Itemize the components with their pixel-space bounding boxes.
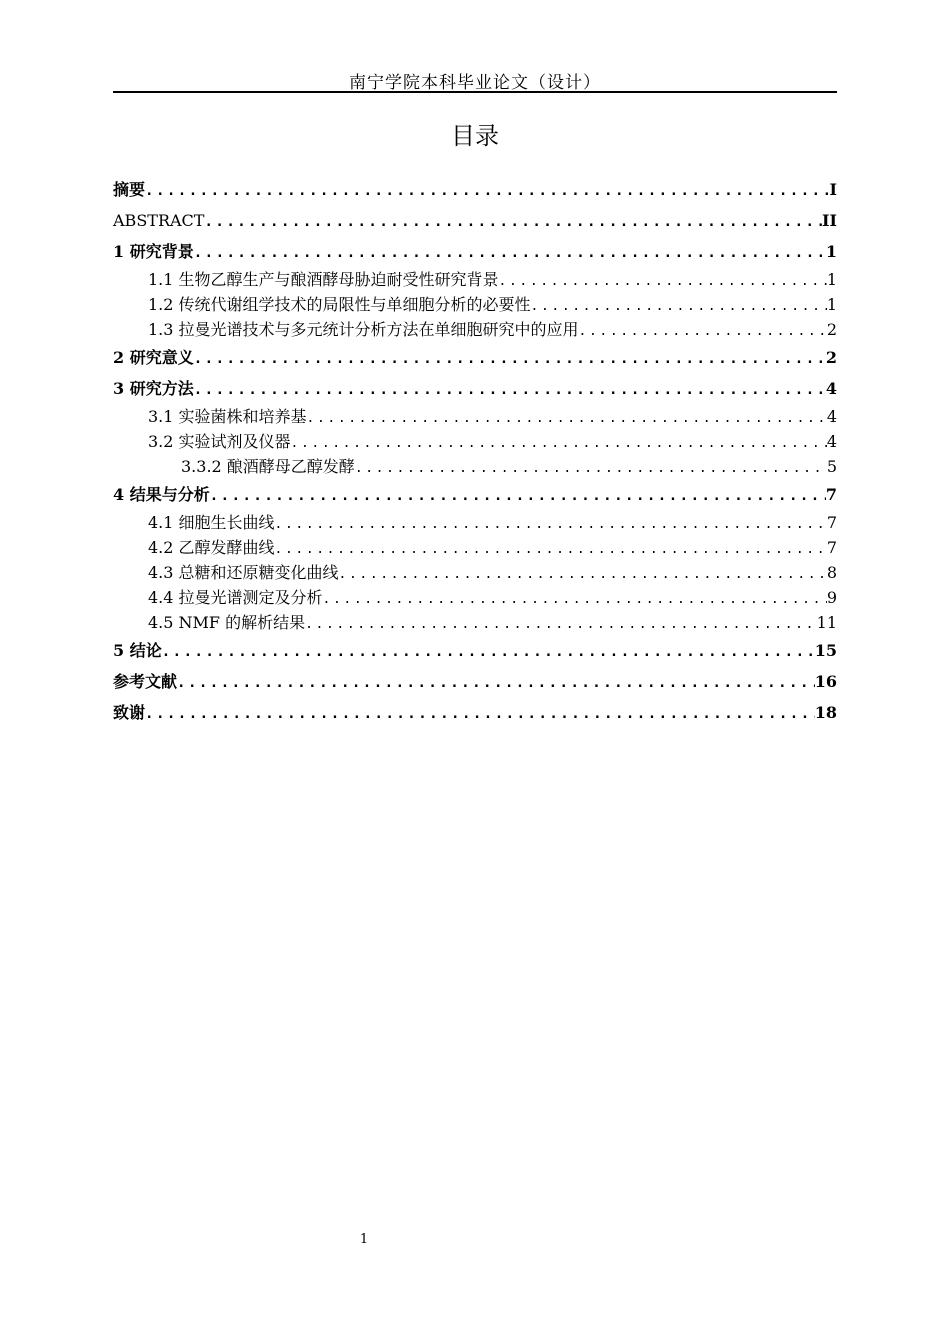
dot-leader	[210, 481, 826, 512]
toc-entry[interactable]	[113, 454, 837, 479]
dot-leader	[275, 537, 827, 562]
toc-entry-page: 2	[826, 320, 837, 339]
toc-entry-label: 1.1 生物乙醇生产与酿酒酵母胁迫耐受性研究背景	[148, 270, 499, 289]
toc-entry-label: 3.3.2 酿酒酵母乙醇发酵	[181, 457, 355, 476]
toc-entry-label: 3 研究方法	[113, 379, 194, 398]
toc-entry-label: 1.2 传统代谢组学技术的局限性与单细胞分析的必要性	[148, 295, 531, 314]
toc-entry-page: 7	[825, 485, 837, 504]
toc-entry-page: 1	[826, 270, 837, 289]
dot-leader	[145, 699, 815, 730]
table-of-contents	[113, 174, 837, 728]
toc-entry-page: II	[822, 211, 837, 230]
toc-entry[interactable]	[113, 404, 837, 429]
toc-entry-page: 4	[826, 432, 837, 451]
dot-leader	[177, 668, 815, 699]
toc-entry[interactable]	[113, 236, 837, 267]
toc-entry-page: 8	[826, 563, 837, 582]
dot-leader	[162, 637, 815, 668]
toc-entry-label: 1 研究背景	[113, 242, 194, 261]
toc-entry-label: 3.2 实验试剂及仪器	[148, 432, 291, 451]
dot-leader	[531, 294, 827, 319]
toc-entry[interactable]	[113, 292, 837, 317]
toc-entry-page: 18	[814, 703, 837, 722]
toc-entry-label: 4.2 乙醇发酵曲线	[148, 538, 275, 557]
toc-entry-label: 4.1 细胞生长曲线	[148, 513, 275, 532]
toc-entry[interactable]	[113, 510, 837, 535]
toc-entry-label: 参考文献	[113, 672, 178, 691]
toc-entry[interactable]	[113, 317, 837, 342]
dot-leader	[194, 238, 826, 269]
dot-leader	[355, 456, 827, 481]
toc-title: 目录	[451, 122, 499, 150]
toc-entry[interactable]	[113, 267, 837, 292]
toc-entry[interactable]	[113, 342, 837, 373]
toc-entry-page: 1	[825, 242, 837, 261]
toc-entry[interactable]	[113, 205, 837, 236]
toc-entry-page: 4	[826, 407, 837, 426]
dot-leader	[145, 176, 830, 207]
toc-entry-label: 致谢	[113, 703, 146, 722]
toc-entry-label: 4.5 NMF 的解析结果	[148, 613, 306, 632]
toc-entry-page: 7	[826, 538, 837, 557]
toc-entry[interactable]	[113, 535, 837, 560]
toc-entry[interactable]	[113, 429, 837, 454]
toc-entry[interactable]	[113, 560, 837, 585]
page-header: 南宁学院本科毕业论文（设计）	[349, 73, 601, 93]
toc-entry-label: 4 结果与分析	[113, 485, 210, 504]
dot-leader	[305, 612, 817, 637]
toc-entry-label: ABSTRACT	[113, 211, 205, 230]
toc-entry-label: 1.3 拉曼光谱技术与多元统计分析方法在单细胞研究中的应用	[148, 320, 579, 339]
dot-leader	[194, 344, 826, 375]
dot-leader	[275, 512, 827, 537]
toc-entry-page: 15	[814, 641, 837, 660]
dot-leader	[194, 375, 826, 406]
toc-entry[interactable]	[113, 585, 837, 610]
toc-entry[interactable]	[113, 610, 837, 635]
toc-entry-page: 11	[816, 613, 837, 632]
toc-entry-label: 4.3 总糖和还原糖变化曲线	[148, 563, 339, 582]
header-rule	[113, 91, 837, 93]
dot-leader	[323, 587, 827, 612]
toc-entry[interactable]	[113, 479, 837, 510]
toc-entry-page: 9	[826, 588, 837, 607]
toc-entry[interactable]	[113, 666, 837, 697]
toc-entry-page: I	[829, 180, 837, 199]
toc-entry[interactable]	[113, 697, 837, 728]
dot-leader	[291, 431, 827, 456]
dot-leader	[339, 562, 827, 587]
toc-entry-page: 5	[826, 457, 837, 476]
dot-leader	[499, 269, 827, 294]
toc-entry-page: 1	[826, 295, 837, 314]
page-footer	[0, 1232, 950, 1247]
toc-entry-page: 4	[825, 379, 837, 398]
toc-entry-page: 2	[825, 348, 837, 367]
toc-entry-label: 3.1 实验菌株和培养基	[148, 407, 307, 426]
toc-entry[interactable]	[113, 635, 837, 666]
toc-entry-label: 摘要	[113, 180, 146, 199]
page-number: 1	[359, 1232, 369, 1247]
dot-leader	[204, 207, 822, 238]
toc-entry-label: 5 结论	[113, 641, 162, 660]
toc-entry-label: 4.4 拉曼光谱测定及分析	[148, 588, 323, 607]
dot-leader	[579, 319, 827, 344]
toc-entry-label: 2 研究意义	[113, 348, 194, 367]
dot-leader	[307, 406, 827, 431]
toc-entry-page: 16	[814, 672, 837, 691]
toc-entry[interactable]	[113, 174, 837, 205]
toc-entry-page: 7	[826, 513, 837, 532]
toc-entry[interactable]	[113, 373, 837, 404]
